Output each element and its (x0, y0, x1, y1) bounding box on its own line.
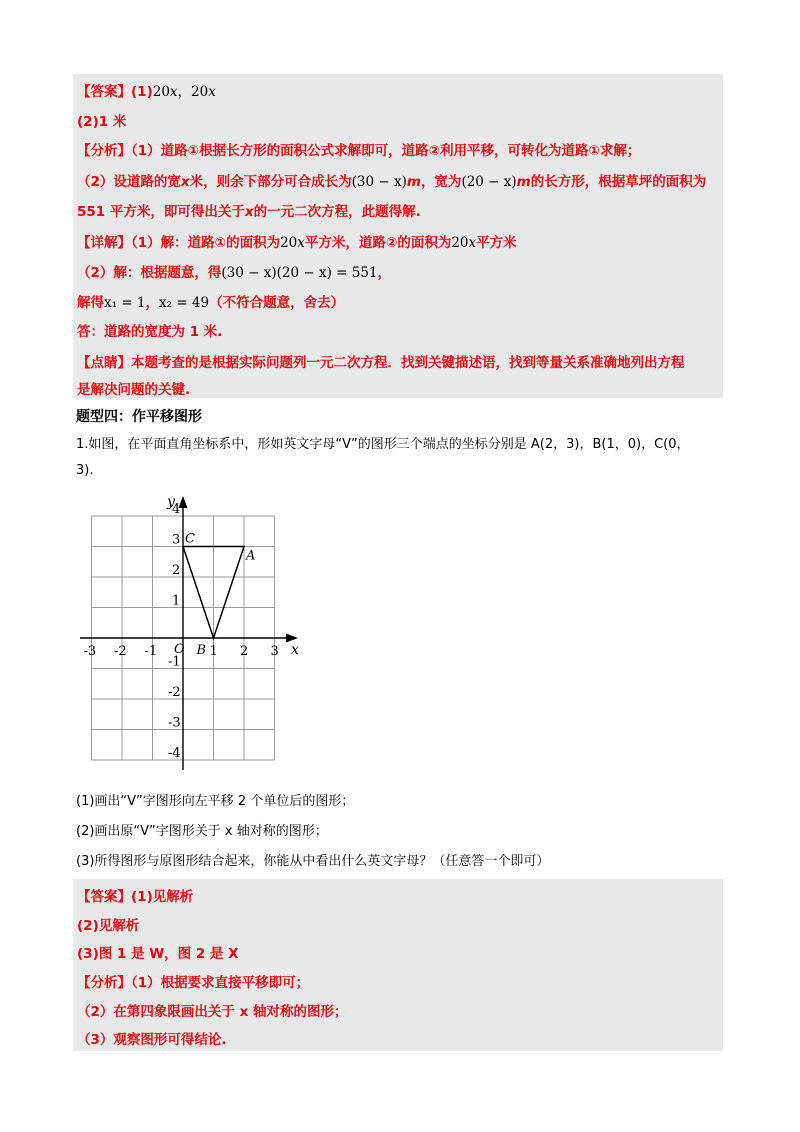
answer-block-2 (73, 879, 723, 1051)
answer-conclusion: 答：道路的宽度为 1 米. (77, 324, 223, 340)
point-label-b: B (196, 643, 207, 658)
y-tick-label: -1 (168, 654, 181, 670)
point-label-a: A (246, 548, 256, 564)
comment-line-2: 是解决问题的关键. (77, 382, 191, 398)
y-tick-label: 4 (172, 502, 181, 517)
analysis-line-2: （2）设道路的宽x米，则余下部分可合成长为(30 − x)m，宽为(20 − x)m的长方形，根据草坪的面积为 (77, 174, 707, 190)
question-text-line-1: 1.如图，在平面直角坐标系中，形如英文字母“V”的图形三个端点的坐标分别是 A(2，3)，B(1，0)，C(0， (76, 437, 690, 452)
x-tick-label: -1 (144, 644, 158, 659)
analysis-line-3: 551 平方米，即可得出关于x的一元二次方程，此题得解. (77, 204, 421, 220)
detail-line-2: （2）解：根据题意，得(30 − x)(20 − x) = 551， (77, 265, 392, 281)
coordinate-graph (70, 490, 310, 780)
answer-line-1: 【答案】(1)20x，20x (77, 84, 216, 100)
point-label-c: C (185, 531, 195, 547)
x-tick-label: -3 (83, 644, 97, 659)
detail-line-1: 【详解】（1）解：道路①的面积为20x平方米，道路②的面积为20x平方米 (77, 235, 517, 251)
detail-line-3: 解得x₁ = 1，x₂ = 49（不符合题意，舍去） (77, 295, 345, 311)
origin-label: O (174, 642, 185, 657)
answer2-line-2: (2)见解析 (77, 918, 140, 934)
answer-block-1 (73, 74, 723, 398)
question-text-line-2: 3). (76, 463, 94, 478)
y-tick-label: 3 (172, 532, 181, 548)
y-tick-labels (168, 502, 181, 761)
sub-question-3: (3)所得图形与原图形结合起来，你能从中看出什么英文字母？（任意答一个即可） (76, 854, 550, 869)
answer2-line-3: (3)图 1 是 W，图 2 是 X (77, 946, 239, 962)
answer2-line-4: 【分析】（1）根据要求直接平移即可； (77, 975, 310, 991)
y-axis-label: y (167, 494, 175, 510)
answer2-line-5: （2）在第四象限画出关于 x 轴对称的图形； (77, 1004, 348, 1020)
x-tick-label: 1 (209, 644, 218, 659)
section-heading: 题型四：作平移图形 (76, 409, 202, 425)
analysis-line-1: 【分析】（1）道路①根据长方形的面积公式求解即可，道路②利用平移，可转化为道路①求解； (77, 143, 641, 159)
y-tick-label: 1 (172, 593, 181, 609)
answer2-line-1: 【答案】(1)见解析 (77, 889, 194, 905)
y-tick-label: 2 (172, 563, 181, 578)
y-tick-label: -3 (168, 715, 181, 731)
x-axis-label: x (291, 642, 299, 658)
sub-question-2: (2)画出原“V”字图形关于 x 轴对称的图形； (76, 824, 328, 839)
x-tick-label: 2 (240, 644, 249, 659)
x-tick-label: -2 (114, 644, 127, 659)
y-tick-label: -4 (168, 746, 181, 761)
y-tick-label: -2 (168, 685, 181, 700)
x-tick-label: 3 (270, 644, 279, 659)
answer-line-2: (2)1 米 (77, 114, 127, 130)
sub-question-1: (1)画出“V”字图形向左平移 2 个单位后的图形； (76, 794, 355, 809)
answer2-line-6: （3）观察图形可得结论. (77, 1032, 227, 1048)
comment-line-1: 【点睛】本题考查的是根据实际问题列一元二次方程．找到关键描述语，找到等量关系准确地列出方程 (77, 355, 685, 371)
